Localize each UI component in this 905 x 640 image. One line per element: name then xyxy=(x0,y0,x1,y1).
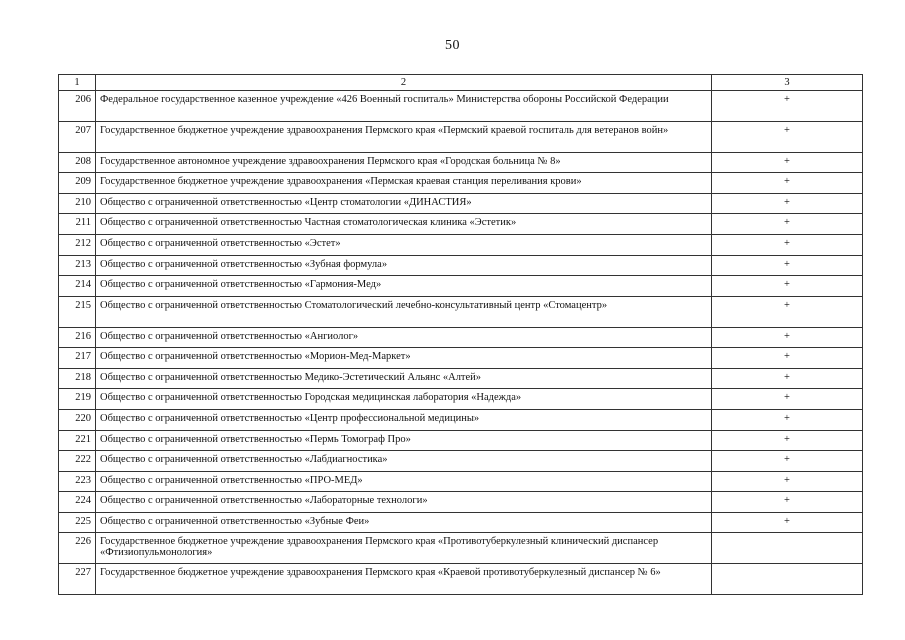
row-mark: + xyxy=(712,193,863,214)
row-mark: + xyxy=(712,348,863,369)
row-mark xyxy=(712,533,863,564)
row-mark: + xyxy=(712,471,863,492)
row-number: 208 xyxy=(59,152,96,173)
organization-name: Общество с ограниченной ответственностью Медико-Эстетический Альянс «Алтей» xyxy=(96,368,712,389)
row-mark: + xyxy=(712,409,863,430)
table-row xyxy=(59,471,863,492)
row-mark: + xyxy=(712,451,863,472)
table-row xyxy=(59,255,863,276)
row-number: 224 xyxy=(59,492,96,513)
row-number: 222 xyxy=(59,451,96,472)
row-mark xyxy=(712,564,863,595)
row-mark: + xyxy=(712,492,863,513)
organization-name: Государственное автономное учреждение здравоохранения Пермского края «Городская больница № 8» xyxy=(96,152,712,173)
row-number: 217 xyxy=(59,348,96,369)
row-number: 218 xyxy=(59,368,96,389)
row-number: 213 xyxy=(59,255,96,276)
column-header-organization: 2 xyxy=(96,75,712,91)
table-row xyxy=(59,564,863,595)
organization-name: Общество с ограниченной ответственностью «Эстет» xyxy=(96,234,712,255)
table-row xyxy=(59,533,863,564)
table-row xyxy=(59,91,863,122)
table-row xyxy=(59,492,863,513)
row-number: 225 xyxy=(59,512,96,533)
organization-name: Государственное бюджетное учреждение здравоохранения Пермского края «Краевой противотуберкулезный диспансер № 6» xyxy=(96,564,712,595)
row-number: 214 xyxy=(59,276,96,297)
row-number: 215 xyxy=(59,296,96,327)
organization-name: Федеральное государственное казенное учреждение «426 Военный госпиталь» Министерства обороны Российской Федерации xyxy=(96,91,712,122)
table-row xyxy=(59,173,863,194)
organization-name: Общество с ограниченной ответственностью «Зубные Феи» xyxy=(96,512,712,533)
header-row xyxy=(59,75,863,91)
organization-name: Государственное бюджетное учреждение здравоохранения Пермского края «Противотуберкулезный клинический диспансер «Фтизиопульмонология» xyxy=(96,533,712,564)
row-number: 223 xyxy=(59,471,96,492)
registry-table xyxy=(58,74,863,595)
row-mark: + xyxy=(712,214,863,235)
table-row xyxy=(59,348,863,369)
table-row xyxy=(59,152,863,173)
table-row xyxy=(59,327,863,348)
organization-name: Общество с ограниченной ответственностью «ПРО-МЕД» xyxy=(96,471,712,492)
row-mark: + xyxy=(712,152,863,173)
table-row xyxy=(59,430,863,451)
row-mark: + xyxy=(712,512,863,533)
organization-name: Общество с ограниченной ответственностью «Гармония-Мед» xyxy=(96,276,712,297)
organization-name: Общество с ограниченной ответственностью «Пермь Томограф Про» xyxy=(96,430,712,451)
row-number: 212 xyxy=(59,234,96,255)
row-mark: + xyxy=(712,276,863,297)
column-header-number: 1 xyxy=(59,75,96,91)
organization-name: Общество с ограниченной ответственностью Городская медицинская лаборатория «Надежда» xyxy=(96,389,712,410)
row-mark: + xyxy=(712,368,863,389)
table-row xyxy=(59,512,863,533)
organization-name: Государственное бюджетное учреждение здравоохранения «Пермская краевая станция переливания крови» xyxy=(96,173,712,194)
table-row xyxy=(59,296,863,327)
row-number: 219 xyxy=(59,389,96,410)
column-header-mark: 3 xyxy=(712,75,863,91)
organization-name: Общество с ограниченной ответственностью «Морион-Мед-Маркет» xyxy=(96,348,712,369)
row-number: 216 xyxy=(59,327,96,348)
row-mark: + xyxy=(712,173,863,194)
row-number: 210 xyxy=(59,193,96,214)
organization-name: Общество с ограниченной ответственностью «Зубная формула» xyxy=(96,255,712,276)
table-row xyxy=(59,409,863,430)
table-row xyxy=(59,214,863,235)
row-mark: + xyxy=(712,327,863,348)
page-number: 50 xyxy=(445,38,460,53)
row-number: 220 xyxy=(59,409,96,430)
row-number: 209 xyxy=(59,173,96,194)
organization-name: Общество с ограниченной ответственностью «Центр профессиональной медицины» xyxy=(96,409,712,430)
table-row xyxy=(59,193,863,214)
organization-name: Общество с ограниченной ответственностью «Лабораторные технологи» xyxy=(96,492,712,513)
table-row xyxy=(59,276,863,297)
organization-name: Общество с ограниченной ответственностью «Лабдиагностика» xyxy=(96,451,712,472)
organization-name: Общество с ограниченной ответственностью Стоматологический лечебно-консультативный центр «Стомацентр» xyxy=(96,296,712,327)
row-mark: + xyxy=(712,296,863,327)
row-number: 221 xyxy=(59,430,96,451)
row-mark: + xyxy=(712,234,863,255)
table-row xyxy=(59,389,863,410)
row-mark: + xyxy=(712,121,863,152)
organization-name: Общество с ограниченной ответственностью «Центр стоматологии «ДИНАСТИЯ» xyxy=(96,193,712,214)
row-mark: + xyxy=(712,255,863,276)
organization-name: Государственное бюджетное учреждение здравоохранения Пермского края «Пермский краевой госпиталь для ветеранов войн» xyxy=(96,121,712,152)
row-number: 211 xyxy=(59,214,96,235)
row-mark: + xyxy=(712,430,863,451)
organization-name: Общество с ограниченной ответственностью «Ангиолог» xyxy=(96,327,712,348)
organization-name: Общество с ограниченной ответственностью Частная стоматологическая клиника «Эстетик» xyxy=(96,214,712,235)
table-row xyxy=(59,121,863,152)
row-number: 207 xyxy=(59,121,96,152)
table-row xyxy=(59,368,863,389)
table-row xyxy=(59,451,863,472)
row-mark: + xyxy=(712,389,863,410)
row-number: 227 xyxy=(59,564,96,595)
table-row xyxy=(59,234,863,255)
row-number: 206 xyxy=(59,91,96,122)
row-number: 226 xyxy=(59,533,96,564)
row-mark: + xyxy=(712,91,863,122)
